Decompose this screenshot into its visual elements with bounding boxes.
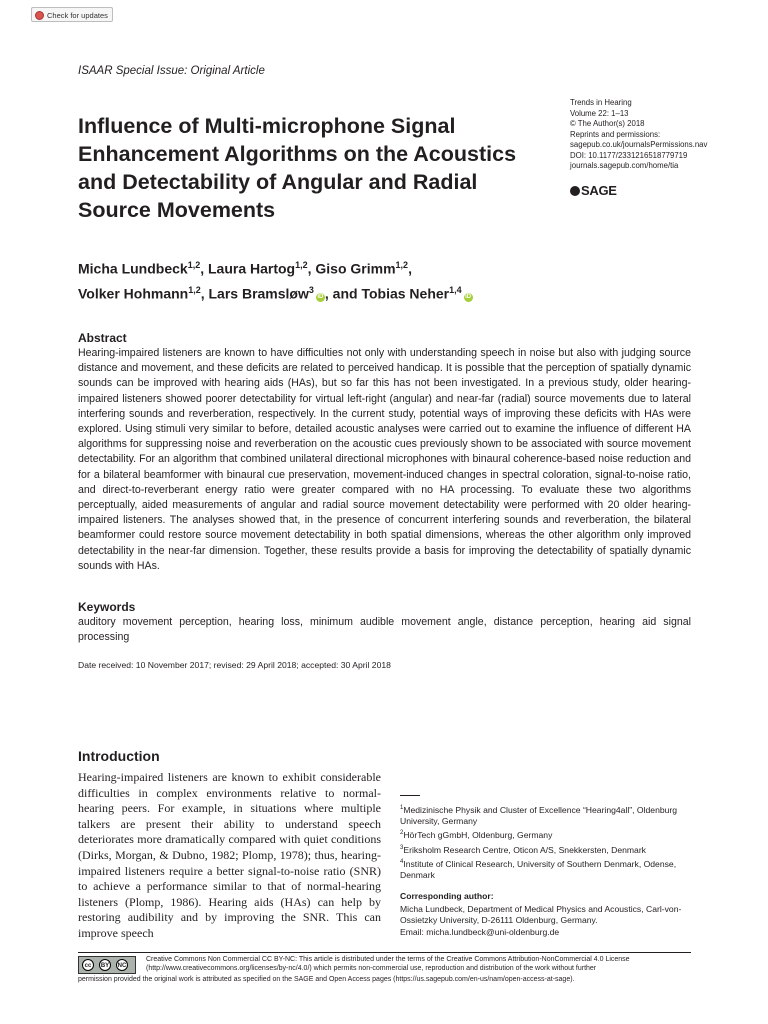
author-name: Giso Grimm xyxy=(315,260,396,277)
author-name: Micha Lundbeck xyxy=(78,260,188,277)
corresponding-author-email[interactable]: Email: micha.lundbeck@uni-oldenburg.de xyxy=(400,926,560,937)
introduction-heading: Introduction xyxy=(78,748,160,764)
crossmark-icon xyxy=(35,11,44,20)
affiliation-item: $^3$Eriksholm Research Centre, Oticon A/S, Snekkersten, Denmark xyxy=(400,844,646,855)
check-for-updates-label: Check for updates xyxy=(47,11,108,20)
check-for-updates-button[interactable] xyxy=(31,7,113,22)
license-text: Creative Commons Non Commercial CC BY-NC: This article is distributed under the terms of the Creative Commons Attribution-NonCommercial 4.0 License (http://www.creativecommons.org/licenses/by-nc/4.0/) which permits non-commercial use, reproduction and distribution of the work without further xyxy=(146,956,630,973)
journal-volume: Volume 22: 1–13 xyxy=(570,108,629,118)
affiliation-item: $^2$HörTech gGmbH, Oldenburg, Germany xyxy=(400,830,553,841)
article-title: Influence of Multi-microphone Signal Enhancement Algorithms on the Acoustics and Detectability of Angular and Radial Source Movements xyxy=(78,114,517,222)
author-name: Tobias Neher xyxy=(361,285,450,302)
sage-logo-icon xyxy=(570,186,580,196)
doi-link[interactable]: DOI: 10.1177/2331216518779719 xyxy=(570,150,688,160)
sage-logo: SAGE xyxy=(570,183,617,198)
author-affiliation-sup: 1,2 xyxy=(188,285,201,296)
footer-divider xyxy=(78,952,691,953)
author-affiliation-sup: 1,2 xyxy=(295,260,308,270)
journal-name: Trends in Hearing xyxy=(570,98,632,107)
orcid-icon[interactable]: iD xyxy=(317,293,324,300)
affiliation-item: $^4$Institute of Clinical Research, University of Southern Denmark, Odense, Denmark xyxy=(400,858,677,880)
author-affiliation-sup: 1,2 xyxy=(395,260,409,270)
author-list: Micha Lundbeck$^{1,2}$, Laura Hartog$^{1,2}$, Giso Grimm$^{1,2}$, Volker Hohmann$^{1,2}$, Lars Bramsløw$^3$iD , and Tobias Neher$^{1,4}$iD xyxy=(78,260,472,302)
copyright: © The Author(s) 2018 xyxy=(570,119,645,128)
received-dates: Date received: 10 November 2017; revised: 29 April 2018; accepted: 30 April 2018 xyxy=(78,660,391,670)
corresponding-author-address: Micha Lundbeck, Department of Medical Physics and Acoustics, Carl-von-Ossietzky University, D-26111 Oldenburg, Germany. xyxy=(400,904,682,926)
keywords-heading: Keywords xyxy=(78,600,136,614)
license-text-continued: permission provided the original work is attributed as specified on the SAGE and Open Access pages (https://us.sagepub.com/en-us/nam/open-access-at-sage). xyxy=(78,976,575,983)
permissions-link[interactable]: sagepub.co.uk/journalsPermissions.nav xyxy=(570,140,708,149)
affiliations xyxy=(400,803,700,882)
journal-home-link[interactable]: journals.sagepub.com/home/tia xyxy=(570,161,679,170)
nc-icon: NC xyxy=(116,959,128,971)
author-affiliation-sup: 1,2 xyxy=(187,260,201,270)
cc-by-nc-badge xyxy=(78,956,136,974)
journal-meta xyxy=(570,98,707,172)
abstract-body: Hearing-impaired listeners are known to have difficulties not only with understanding speech in noise but also with judging source distance and movement, and these deficits are related to perceived handicap. It is possible that the perception of spatially dynamic sounds can be improved with hearing aids (HAs), but so far this has not been investigated. In a previous study, older hearing-impaired listeners showed poorer detectability for virtual left-right (angular) and near-far (radial) source movements due to lateral interfering sounds and reverberation, respectively. In the current study, potential ways of improving these deficits with HAs were explored. Using stimuli very similar to before, detailed acoustic analyses were carried out to examine the influence of different HA algorithms for suppressing noise and reverberation on the acoustic cues previously shown to be associated with source movement detectability. For an algorithm that combined unilateral directional microphones with binaural coherence-based noise reduction and for a bilateral beamformer with binaural cue preservation, movement-induced changes in spectral coloration, signal-to-noise ratio, and direct-to-reverberant energy ratio were greater compared with no HA processing. To evaluate these two algorithms perceptually, aided measurements of angular and radial source movement detectability were performed with 20 older hearing-impaired listeners. The analyses showed that, in the presence of concurrent interfering sounds and reverberation, the bilateral beamformer could restore source movement detectability in both spatial dimensions, whereas the other algorithm only improved detectability in the near-far dimension. Together, these results provide a basis for improving the detectability of spatially dynamic sounds with HAs. xyxy=(78,347,691,572)
keywords-body: auditory movement perception, hearing loss, minimum audible movement angle, distance perception, hearing aid signal processing xyxy=(78,616,691,644)
author-affiliation-sup: 1,4 xyxy=(449,285,462,296)
cc-icon: cc xyxy=(82,959,94,971)
author-name: Laura Hartog xyxy=(207,260,296,277)
corresponding-author xyxy=(400,904,700,938)
by-icon: BY xyxy=(99,959,111,971)
affiliation-item: $^1$Medizinische Physik and Cluster of Excellence “Hearing4all”, Oldenburg University, Germany xyxy=(400,804,678,827)
orcid-icon[interactable]: iD xyxy=(465,293,472,300)
abstract-heading: Abstract xyxy=(78,331,127,345)
introduction-body: Hearing-impaired listeners are known to exhibit considerable difficulties in complex environments relative to normal-hearing peers. For example, in situations where multiple talkers are present their ability to understand speech deteriorates more dramatically compared with quiet conditions (Dirks, Morgan, & Dubno, 1982; Plomp, 1978); thus, hearing-impaired listeners require a better signal-to-noise ratio (SNR) to achieve a performance similar to that of normal-hearing listeners (Plomp, 1986). Hearing aids (HAs) can help by restoring audibility and by improving the SNR. This can improve speech xyxy=(78,770,381,940)
reprints-label: Reprints and permissions: xyxy=(570,129,661,139)
corresponding-author-heading: Corresponding author: xyxy=(400,891,494,901)
author-name: Lars Bramsløw xyxy=(208,285,309,302)
author-name: Volker Hohmann xyxy=(78,285,189,302)
author-affiliation-sup: 3 xyxy=(308,285,314,296)
affiliation-divider xyxy=(400,795,420,796)
article-type-label: ISAAR Special Issue: Original Article xyxy=(78,65,265,77)
